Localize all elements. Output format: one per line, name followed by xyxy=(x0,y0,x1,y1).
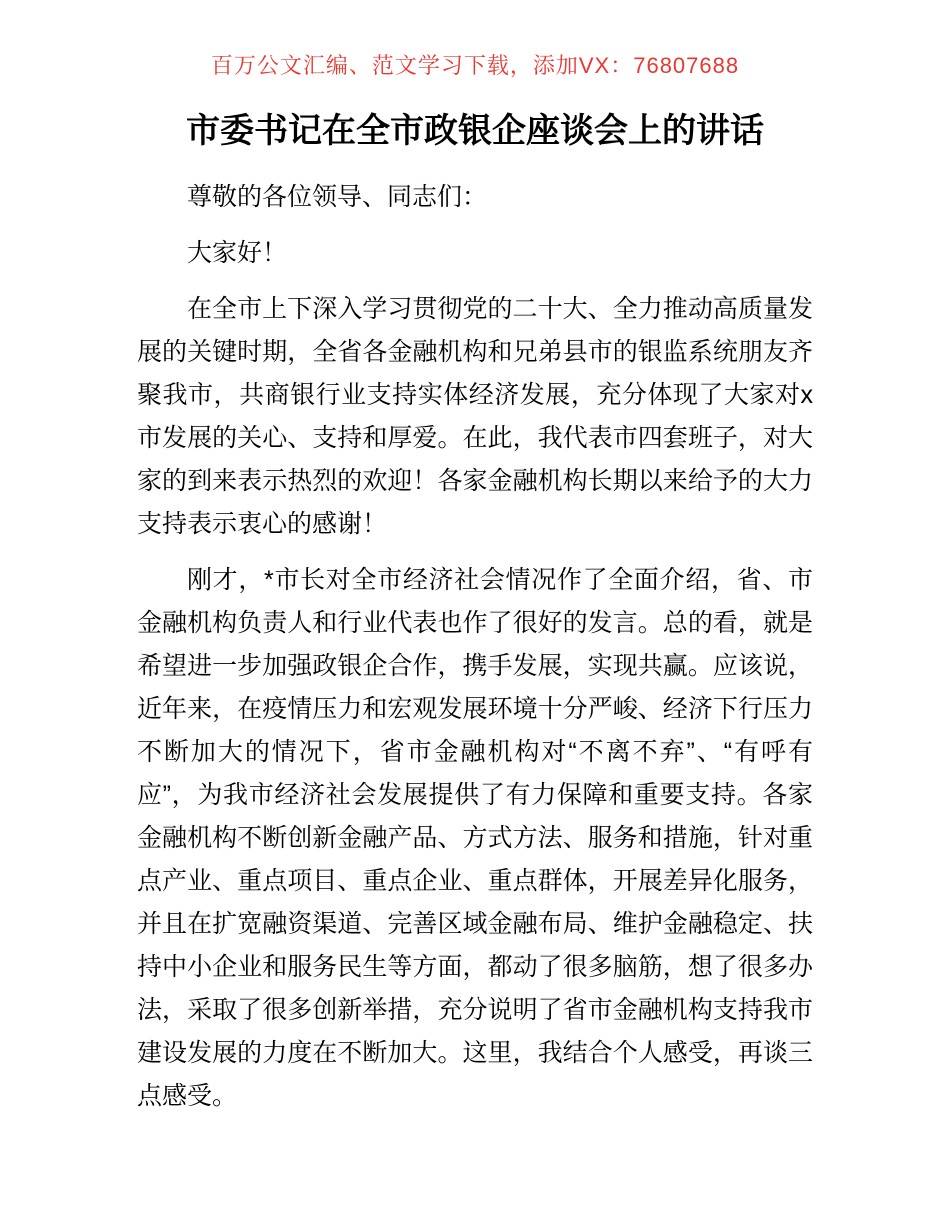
document-body xyxy=(137,176,813,1118)
salutation-paragraph: 尊敬的各位领导、同志们： xyxy=(187,183,488,211)
body-paragraph: 在全市上下深入学习贯彻党的二十大、全力推动高质量发展的关键时期，全省各金融机构和兄弟县市的银监系统朋友齐聚我市，共商银行业支持实体经济发展，充分体现了大家对x市发展的关心、支持和厚爱。在此，我代表市四套班子，对大家的到来表示热烈的欢迎！各家金融机构长期以来给予的大力支持表示衷心的感谢！ xyxy=(137,295,813,538)
greeting-paragraph: 大家好！ xyxy=(187,239,288,267)
document-title: 市委书记在全市政银企座谈会上的讲话 xyxy=(186,112,764,150)
body-paragraph: 刚才，*市长对全市经济社会情况作了全面介绍，省、市金融机构负责人和行业代表也作了很好的发言。总的看，就是希望进一步加强政银企合作，携手发展，实现共赢。应该说，近年来，在疫情压力和宏观发展环境十分严峻、经济下行压力不断加大的情况下，省市金融机构对“不离不弃”、“有呼有应”，为我市经济社会发展提供了有力保障和重要支持。各家金融机构不断创新金融产品、方式方法、服务和措施，针对重点产业、重点项目、重点企业、重点群体，开展差异化服务，并且在扩宽融资渠道、完善区域金融布局、维护金融稳定、扶持中小企业和服务民生等方面，都动了很多脑筋，想了很多办法，采取了很多创新举措，充分说明了省市金融机构支持我市建设发展的力度在不断加大。这里，我结合个人感受，再谈三点感受。 xyxy=(137,566,813,1110)
promo-banner: 百万公文汇编、范文学习下载，添加VX：76807688 xyxy=(210,53,740,78)
